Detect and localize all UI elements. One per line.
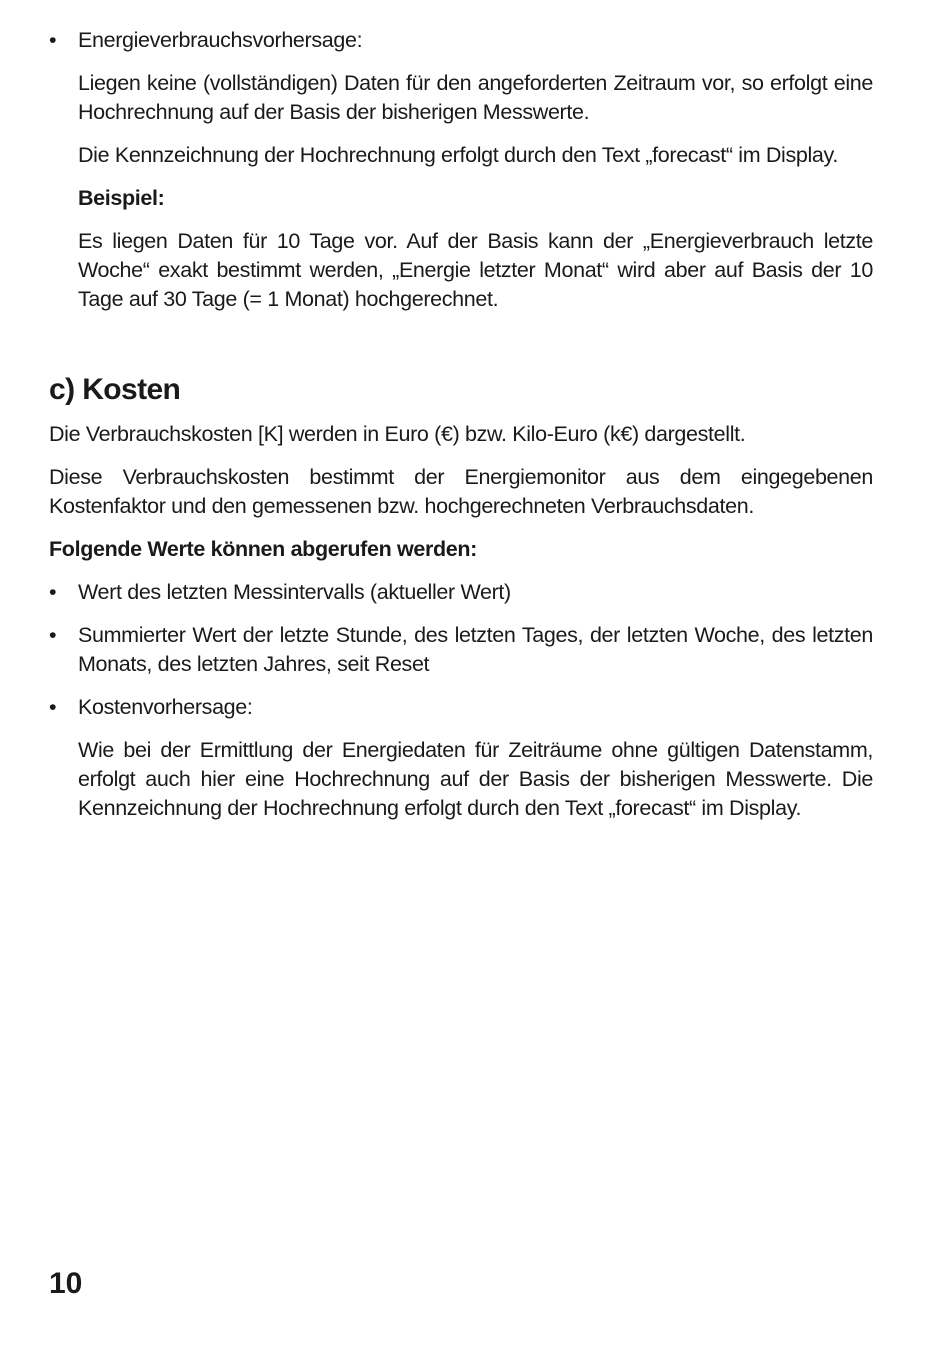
forecast-paragraph-1: Liegen keine (vollständigen) Daten für den angeforderten Zeitraum vor, so erfolgt eine Hochrechnung auf der Basis der bisherigen Messwerte.: [78, 71, 873, 124]
bullet: •: [49, 623, 57, 647]
bullet: •: [49, 580, 57, 604]
list-item-text: Summierter Wert der letzte Stunde, des letzten Tages, der letzten Woche, des letzten Monats, des letzten Jahres, seit Reset: [78, 623, 873, 676]
page-content: [49, 26, 873, 823]
page-number: 10: [49, 1267, 83, 1300]
bullet: •: [49, 28, 57, 52]
bullet: •: [49, 695, 57, 719]
list-item-text: Kostenvorhersage:: [78, 695, 253, 719]
example-label: Beispiel:: [78, 186, 165, 210]
list-item: [49, 621, 873, 679]
list-item: [49, 693, 873, 722]
costs-paragraph-2: Diese Verbrauchskosten bestimmt der Energiemonitor aus dem eingegebenen Kostenfaktor und den gemessenen bzw. hochgerechneten Verbrauchsdaten.: [49, 465, 873, 518]
list-item-text: Wert des letzten Messintervalls (aktueller Wert): [78, 580, 511, 604]
values-heading: Folgende Werte können abgerufen werden:: [49, 537, 477, 561]
example-text: Es liegen Daten für 10 Tage vor. Auf der Basis kann der „Energieverbrauch letzte Woche“ exakt bestimmt werden, „Energie letzter Monat“ wird aber auf Basis der 10 Tage auf 30 Tage (= 1 Monat) hochgerechnet.: [78, 229, 873, 311]
cost-forecast-text: Wie bei der Ermittlung der Energiedaten für Zeiträume ohne gültigen Datenstamm, erfolgt auch hier eine Hochrechnung auf der Basis der bisherigen Messwerte. Die Kennzeichnung der Hochrechnung erfolgt durch den Text „forecast“ im Display.: [78, 738, 873, 820]
section-heading-kosten: c) Kosten: [49, 373, 181, 406]
list-item-label: Energieverbrauchsvorhersage:: [78, 28, 363, 52]
list-item: [49, 578, 873, 607]
list-item-energy-forecast: [49, 26, 873, 55]
costs-paragraph-1: Die Verbrauchskosten [K] werden in Euro (€) bzw. Kilo-Euro (k€) dargestellt.: [49, 422, 746, 446]
forecast-paragraph-2: Die Kennzeichnung der Hochrechnung erfolgt durch den Text „forecast“ im Display.: [78, 143, 838, 167]
